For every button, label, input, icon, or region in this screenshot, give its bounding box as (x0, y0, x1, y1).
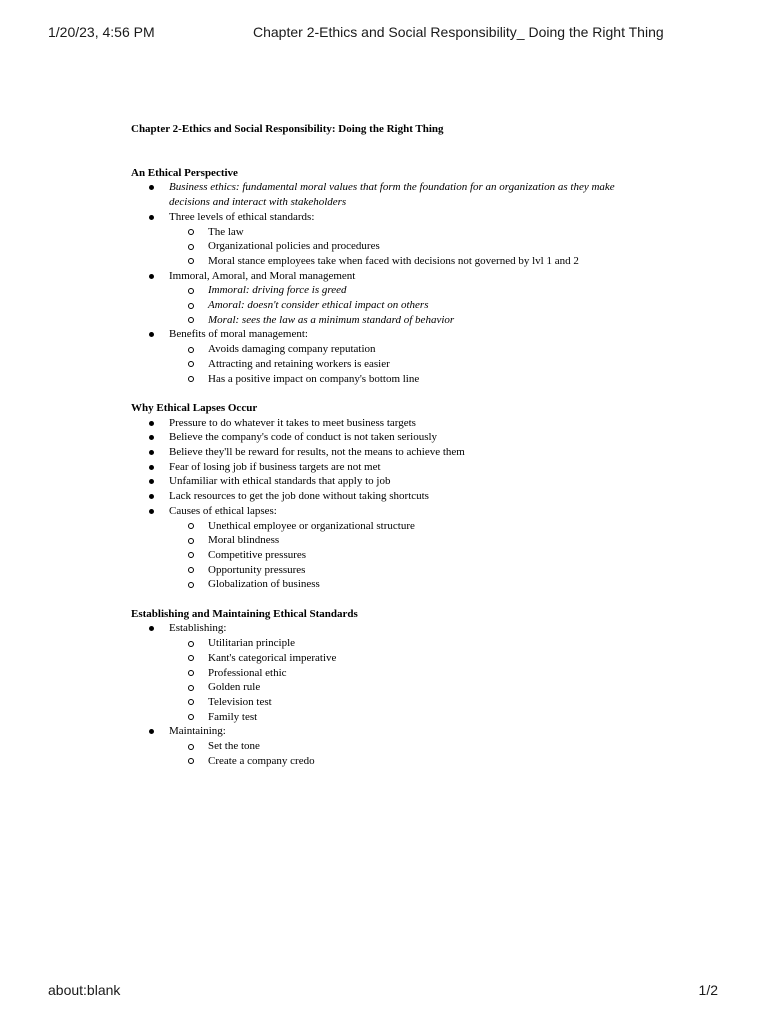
sub-bullet-item (169, 636, 651, 651)
section-heading: Establishing and Maintaining Ethical Standards (131, 607, 358, 620)
bullet-text: Lack resources to get the job done without taking shortcuts (169, 490, 429, 503)
sub-bullet-item (169, 695, 651, 710)
sub-bullet-list (169, 636, 651, 724)
sub-bullet-text: Utilitarian principle (208, 637, 296, 650)
bullet-text: Unfamiliar with ethical standards that apply to job (169, 475, 391, 488)
sub-bullet-item (169, 313, 651, 328)
hollow-circle-bullet-icon (188, 523, 194, 529)
sub-bullet-item (169, 533, 651, 548)
hollow-circle-bullet-icon (188, 317, 194, 323)
sub-bullet-item (169, 283, 651, 298)
sub-bullet-text: Has a positive impact on company's bottom line (208, 372, 420, 385)
bullet-item (131, 327, 651, 386)
sub-bullet-item (169, 239, 651, 254)
bullet-item (131, 180, 651, 209)
hollow-circle-bullet-icon (188, 288, 194, 294)
bullet-text: Pressure to do whatever it takes to meet business targets (169, 416, 416, 429)
bullet-item (131, 416, 651, 431)
hollow-circle-bullet-icon (188, 552, 194, 558)
bullet-item (131, 210, 651, 269)
document-body (131, 122, 651, 783)
hollow-circle-bullet-icon (188, 641, 194, 647)
print-datetime: 1/20/23, 4:56 PM (48, 24, 155, 40)
sub-bullet-item (169, 548, 651, 563)
bullet-text: Benefits of moral management: (169, 328, 308, 341)
hollow-circle-bullet-icon (188, 685, 194, 691)
bullet-dot-icon (149, 729, 154, 734)
bullet-text: Believe the company's code of conduct is not taken seriously (169, 431, 438, 444)
sub-bullet-text: Unethical employee or organizational structure (208, 519, 415, 532)
bullet-item (131, 724, 651, 768)
bullet-dot-icon (149, 509, 154, 514)
sub-bullet-item (169, 666, 651, 681)
sub-bullet-text: Moral stance employees take when faced with decisions not governed by lvl 1 and 2 (208, 254, 579, 267)
document-sections (131, 166, 651, 769)
hollow-circle-bullet-icon (188, 229, 194, 235)
bullet-item (131, 269, 651, 328)
print-footer (0, 982, 768, 1002)
sub-bullet-item (169, 372, 651, 387)
bullet-dot-icon (149, 494, 154, 499)
bullet-text: Fear of losing job if business targets are not met (169, 460, 381, 473)
sub-bullet-list (169, 225, 651, 269)
sub-bullet-text: Golden rule (208, 681, 261, 694)
outline-section (131, 401, 651, 592)
sub-bullet-list (169, 519, 651, 593)
sub-bullet-text: Globalization of business (208, 578, 320, 591)
hollow-circle-bullet-icon (188, 538, 194, 544)
outline-section (131, 607, 651, 769)
section-heading: Why Ethical Lapses Occur (131, 401, 258, 414)
bullet-item (131, 445, 651, 460)
hollow-circle-bullet-icon (188, 567, 194, 573)
bullet-dot-icon (149, 435, 154, 440)
hollow-circle-bullet-icon (188, 244, 194, 250)
sub-bullet-item (169, 739, 651, 754)
sub-bullet-item (169, 651, 651, 666)
bullet-dot-icon (149, 465, 154, 470)
bullet-dot-icon (149, 215, 154, 220)
bullet-dot-icon (149, 185, 154, 190)
bullet-text: Causes of ethical lapses: (169, 504, 277, 517)
print-header (0, 24, 768, 44)
bullet-list (131, 621, 651, 768)
bullet-item (131, 504, 651, 592)
sub-bullet-text: Avoids damaging company reputation (208, 343, 376, 356)
sub-bullet-item (169, 357, 651, 372)
bullet-item (131, 474, 651, 489)
hollow-circle-bullet-icon (188, 699, 194, 705)
bullet-dot-icon (149, 450, 154, 455)
sub-bullet-list (169, 739, 651, 768)
document-title: Chapter 2-Ethics and Social Responsibility: Doing the Right Thing (131, 123, 444, 135)
bullet-dot-icon (149, 421, 154, 426)
sub-bullet-text: Moral blindness (208, 534, 280, 547)
bullet-item (131, 621, 651, 724)
bullet-item (131, 489, 651, 504)
sub-bullet-item (169, 563, 651, 578)
bullet-text: Maintaining: (169, 725, 226, 738)
sub-bullet-text: Family test (208, 710, 258, 723)
print-url: about:blank (48, 982, 121, 998)
bullet-item (131, 460, 651, 475)
sub-bullet-text: Attracting and retaining workers is easier (208, 357, 390, 370)
hollow-circle-bullet-icon (188, 258, 194, 264)
page-number: 1/2 (698, 982, 718, 998)
bullet-dot-icon (149, 332, 154, 337)
bullet-list (131, 416, 651, 592)
hollow-circle-bullet-icon (188, 670, 194, 676)
sub-bullet-text: Immoral: driving force is greed (208, 284, 347, 297)
sub-bullet-list (169, 283, 651, 327)
bullet-dot-icon (149, 479, 154, 484)
sub-bullet-item (169, 254, 651, 269)
hollow-circle-bullet-icon (188, 347, 194, 353)
sub-bullet-item (169, 225, 651, 240)
hollow-circle-bullet-icon (188, 758, 194, 764)
hollow-circle-bullet-icon (188, 655, 194, 661)
bullet-text: Business ethics: fundamental moral values that form the foundation for an organization as they make decisions and interact with stakeholders (169, 181, 615, 209)
sub-bullet-text: Television test (208, 695, 272, 708)
bullet-text: Believe they'll be reward for results, not the means to achieve them (169, 446, 465, 459)
sub-bullet-text: Amoral: doesn't consider ethical impact on others (208, 299, 429, 312)
bullet-item (131, 430, 651, 445)
bullet-text: Immoral, Amoral, and Moral management (169, 269, 356, 282)
sub-bullet-text: Moral: sees the law as a minimum standard of behavior (208, 313, 455, 326)
hollow-circle-bullet-icon (188, 376, 194, 382)
sub-bullet-item (169, 519, 651, 534)
sub-bullet-item (169, 577, 651, 592)
sub-bullet-item (169, 298, 651, 313)
print-page-title: Chapter 2-Ethics and Social Responsibility_ Doing the Right Thing (253, 24, 664, 40)
sub-bullet-text: Competitive pressures (208, 548, 307, 561)
outline-section (131, 166, 651, 387)
sub-bullet-text: Opportunity pressures (208, 563, 306, 576)
hollow-circle-bullet-icon (188, 582, 194, 588)
bullet-dot-icon (149, 626, 154, 631)
sub-bullet-list (169, 342, 651, 386)
bullet-dot-icon (149, 274, 154, 279)
sub-bullet-text: Kant's categorical imperative (208, 651, 337, 664)
sub-bullet-text: Create a company credo (208, 754, 315, 767)
sub-bullet-text: The law (208, 225, 244, 238)
sub-bullet-text: Set the tone (208, 740, 260, 753)
sub-bullet-item (169, 342, 651, 357)
sub-bullet-item (169, 710, 651, 725)
hollow-circle-bullet-icon (188, 303, 194, 309)
sub-bullet-item (169, 680, 651, 695)
hollow-circle-bullet-icon (188, 361, 194, 367)
section-heading: An Ethical Perspective (131, 166, 238, 179)
bullet-list (131, 180, 651, 386)
bullet-text: Three levels of ethical standards: (169, 210, 315, 223)
hollow-circle-bullet-icon (188, 714, 194, 720)
bullet-text: Establishing: (169, 622, 227, 635)
sub-bullet-text: Professional ethic (208, 666, 287, 679)
sub-bullet-text: Organizational policies and procedures (208, 240, 380, 253)
sub-bullet-item (169, 754, 651, 769)
hollow-circle-bullet-icon (188, 744, 194, 750)
